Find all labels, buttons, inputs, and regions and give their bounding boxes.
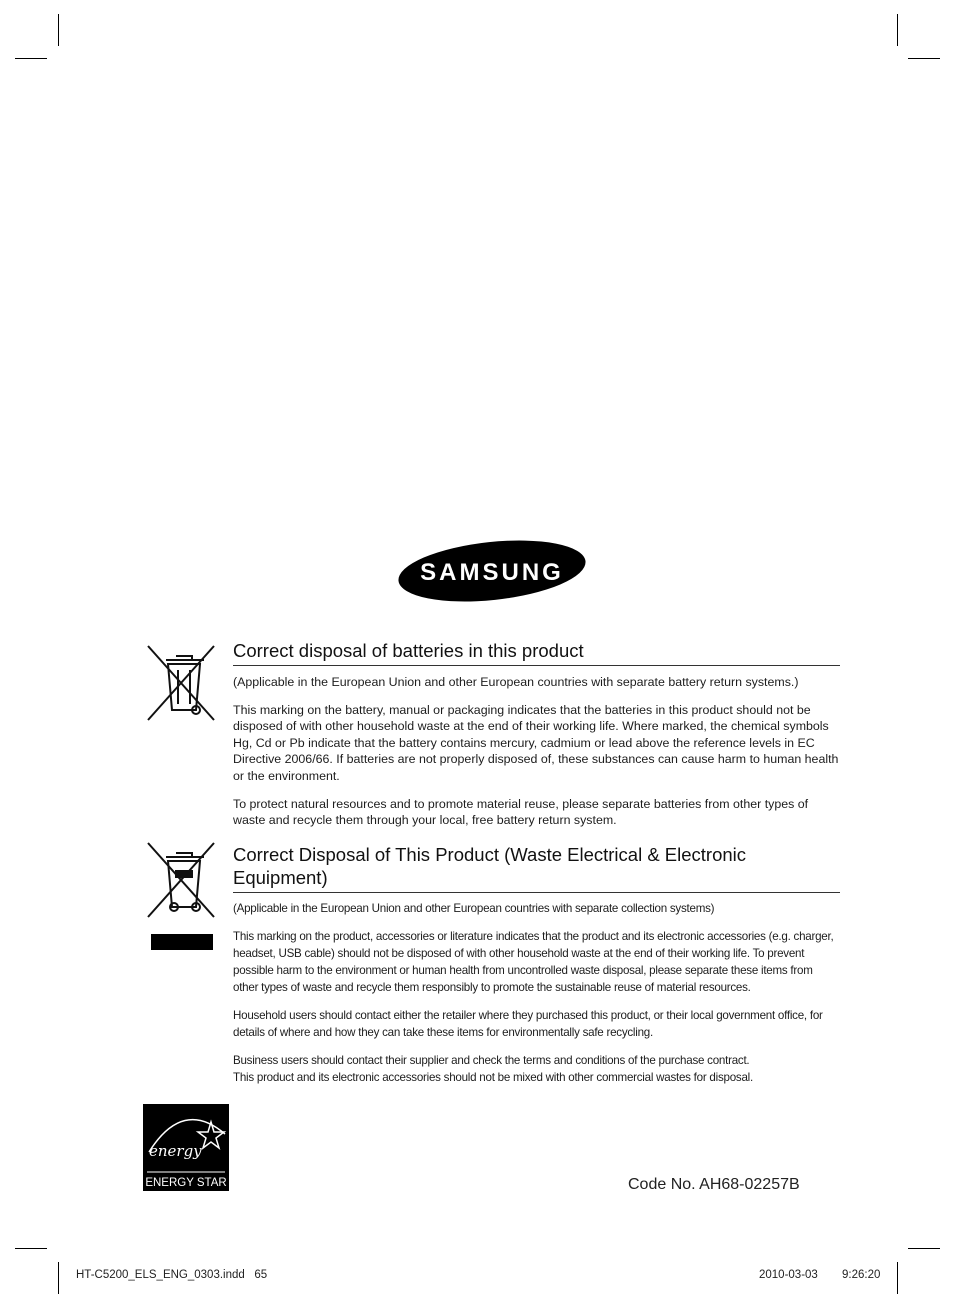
paragraph: (Applicable in the European Union and other European countries with separate battery return systems.) — [233, 675, 799, 689]
energy-star-logo — [143, 1104, 229, 1191]
energy-star-label: ENERGY STAR — [145, 1177, 227, 1189]
footer-file-name: HT-C5200_ELS_ENG_0303.indd 65 — [76, 1269, 268, 1281]
paragraph: To protect natural resources and to promote material reuse, please separate batteries from other types of waste and recycle them through your local, free battery return system. — [233, 796, 809, 828]
black-bar — [151, 934, 213, 950]
paragraph: (Applicable in the European Union and other European countries with separate collection systems) — [233, 902, 715, 915]
paragraph: This marking on the product, accessories or literature indicates that the product and its electronic accessories (e.g. charger, headset, USB cable) should not be disposed of with other household waste at the end of their working life. To prevent possible harm to the environment or human health from uncontrolled waste disposal, please separate these items from other types of waste and recycle them responsibly to promote the sustainable reuse of material resources. — [233, 930, 834, 994]
section-title: Correct Disposal of This Product (Waste Electrical & Electronic Equipment) — [233, 843, 840, 893]
code-number: Code No. AH68-02257B — [628, 1176, 800, 1193]
crop-mark — [15, 58, 47, 59]
crop-mark — [908, 1248, 940, 1249]
crop-mark — [897, 14, 898, 46]
footer-date: 2010-03-03 — [759, 1269, 818, 1281]
samsung-logo — [396, 538, 588, 604]
crossed-bin-weee-icon — [146, 841, 216, 919]
paragraph: Business users should contact their supplier and check the terms and conditions of the purchase contract. This product and its electronic accessories should not be mixed with other commercial wastes for disposal. — [233, 1054, 753, 1084]
crop-mark — [58, 14, 59, 46]
section-title: Correct disposal of batteries in this product — [233, 639, 840, 666]
logo-wordmark: SAMSUNG — [420, 559, 564, 586]
crossed-bin-battery-icon — [146, 644, 216, 722]
paragraph: Household users should contact either the retailer where they purchased this product, or their local government office, for details of where and how they can take these items for environmentally safe recycling. — [233, 1009, 823, 1039]
crop-mark — [908, 58, 940, 59]
footer-time: 9:26:20 — [842, 1269, 881, 1281]
crop-mark — [897, 1262, 898, 1294]
energy-script: energy — [149, 1142, 202, 1160]
paragraph: This marking on the battery, manual or packaging indicates that the batteries in this product should not be disposed of with other household waste at the end of their working life. Where marked, the chemical symbols Hg, Cd or Pb indicate that the battery contains mercury, cadmium or lead above the reference levels in EC Directive 2006/66. If batteries are not properly disposed of, these substances can cause harm to human health or the environment. — [233, 702, 839, 783]
crop-mark — [15, 1248, 47, 1249]
weee-disposal-section — [233, 843, 840, 1086]
battery-disposal-section — [233, 639, 840, 829]
crop-mark — [58, 1262, 59, 1294]
